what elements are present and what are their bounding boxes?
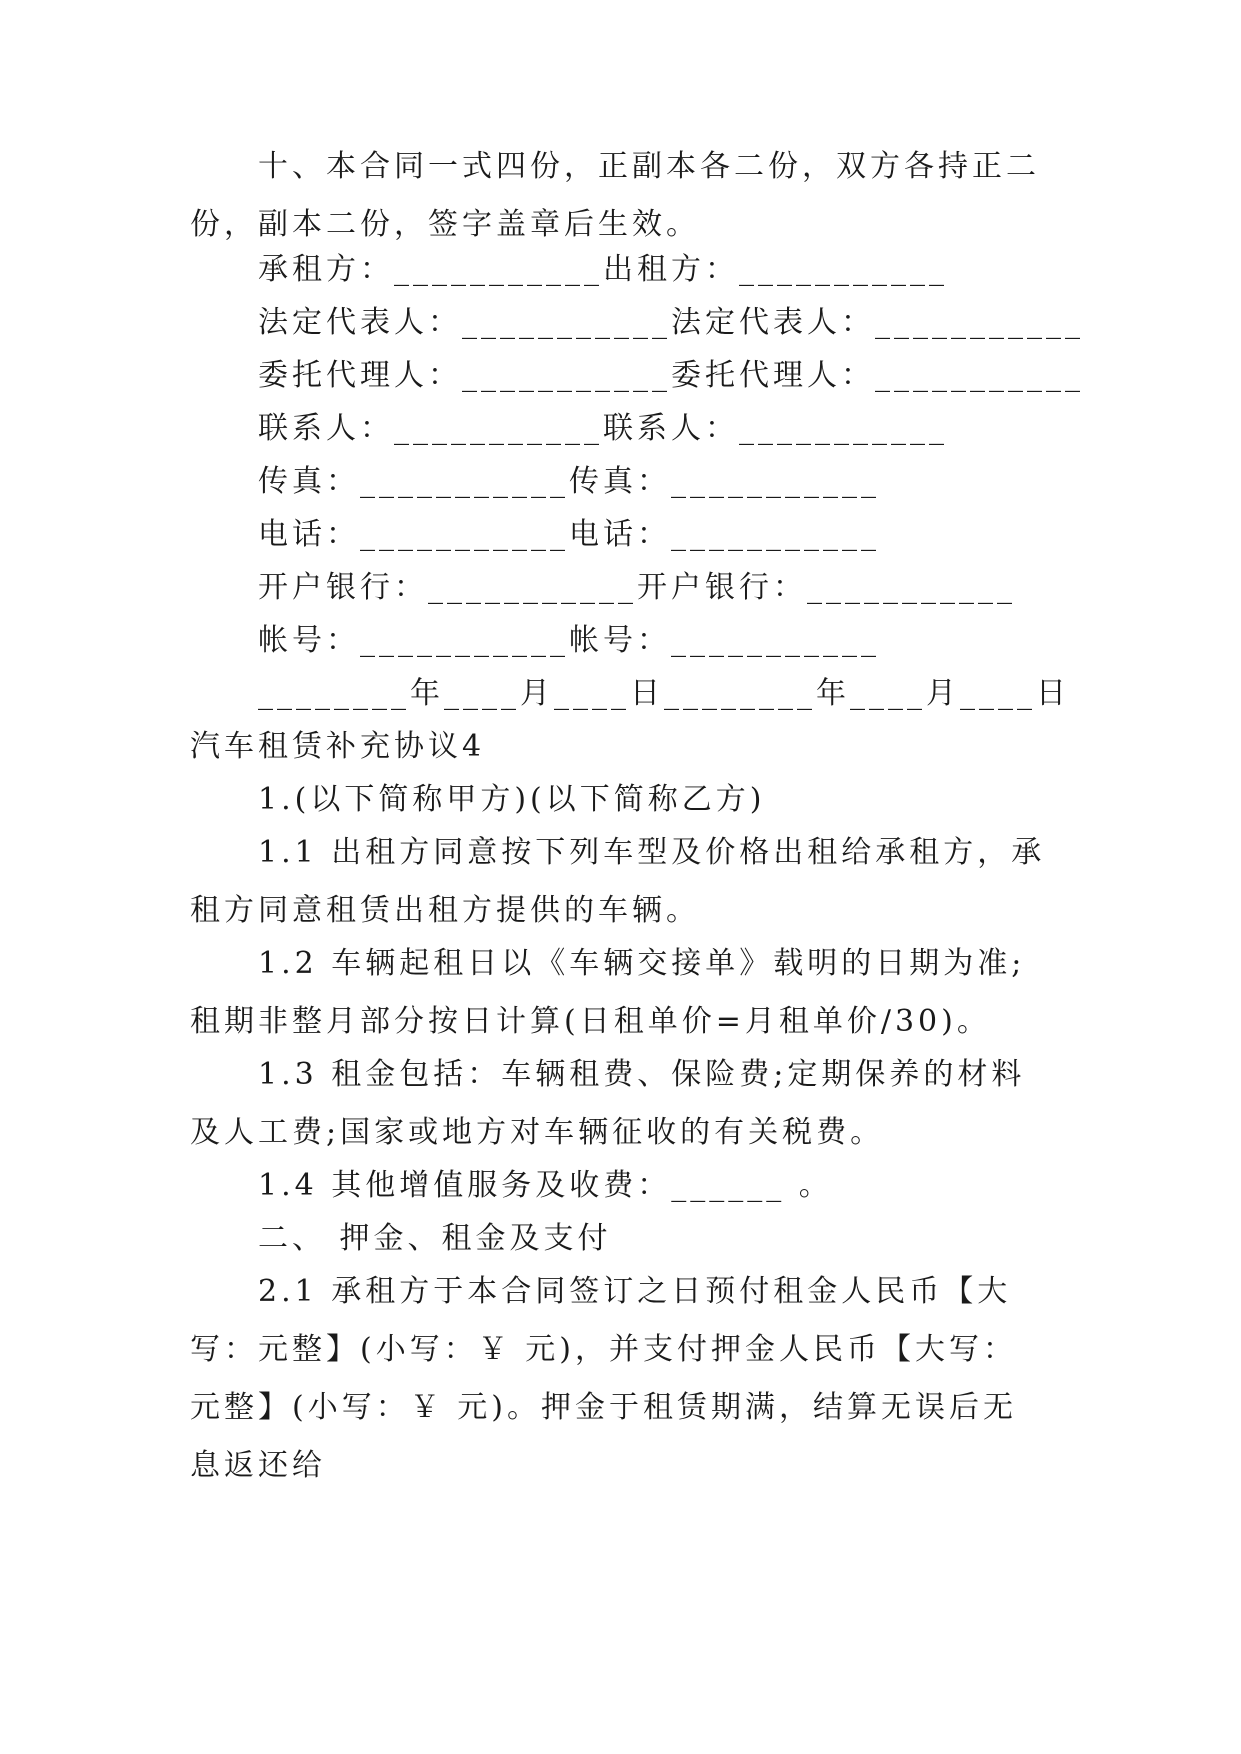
clause-2-1: 2.1 承租方于本合同签订之日预付租金人民币【大写：元整】(小写：￥ 元)，并支付押金人民币【大写： 元整】(小写：￥ 元)。押金于租赁期满，结算无误后无息返还给 bbox=[190, 1274, 1031, 1483]
clause-10: 十、本合同一式四份，正副本各二份，双方各持正二份，副本二份，签字盖章后生效。 bbox=[190, 149, 1040, 242]
sign-row-account: 帐号：___________帐号：___________ bbox=[190, 623, 880, 658]
sign-row-date: ________年____月____日________年____月____日 bbox=[190, 676, 1070, 711]
clause-1-4: 1.4 其他增值服务及收费：______ 。 bbox=[190, 1168, 833, 1203]
sign-row-legal-rep: 法定代表人：___________法定代表人：___________ bbox=[190, 305, 1084, 340]
agreement-title: 汽车租赁补充协议4 bbox=[190, 729, 486, 764]
sign-row-lessee-lessor: 承租方：___________出租方：___________ bbox=[190, 252, 948, 287]
section-2-heading: 二、 押金、租金及支付 bbox=[190, 1221, 612, 1256]
sign-row-contact: 联系人：___________联系人：___________ bbox=[190, 411, 948, 446]
clause-1: 1.(以下简称甲方)(以下简称乙方) bbox=[190, 782, 766, 817]
sign-row-phone: 电话：___________电话：___________ bbox=[190, 517, 880, 552]
clause-1-2: 1.2 车辆起租日以《车辆交接单》载明的日期为准;租期非整月部分按日计算(日租单价=月租单价/30)。 bbox=[190, 946, 1026, 1039]
sign-row-fax: 传真：___________传真：___________ bbox=[190, 464, 880, 499]
clause-1-3: 1.3 租金包括：车辆租费、保险费;定期保养的材料及人工费;国家或地方对车辆征收的有关税费。 bbox=[190, 1057, 1026, 1150]
clause-1-1: 1.1 出租方同意按下列车型及价格出租给承租方，承租方同意租赁出租方提供的车辆。 bbox=[190, 835, 1046, 928]
sign-row-bank: 开户银行：___________开户银行：___________ bbox=[190, 570, 1016, 605]
sign-row-agent: 委托代理人：___________委托代理人：___________ bbox=[190, 358, 1084, 393]
